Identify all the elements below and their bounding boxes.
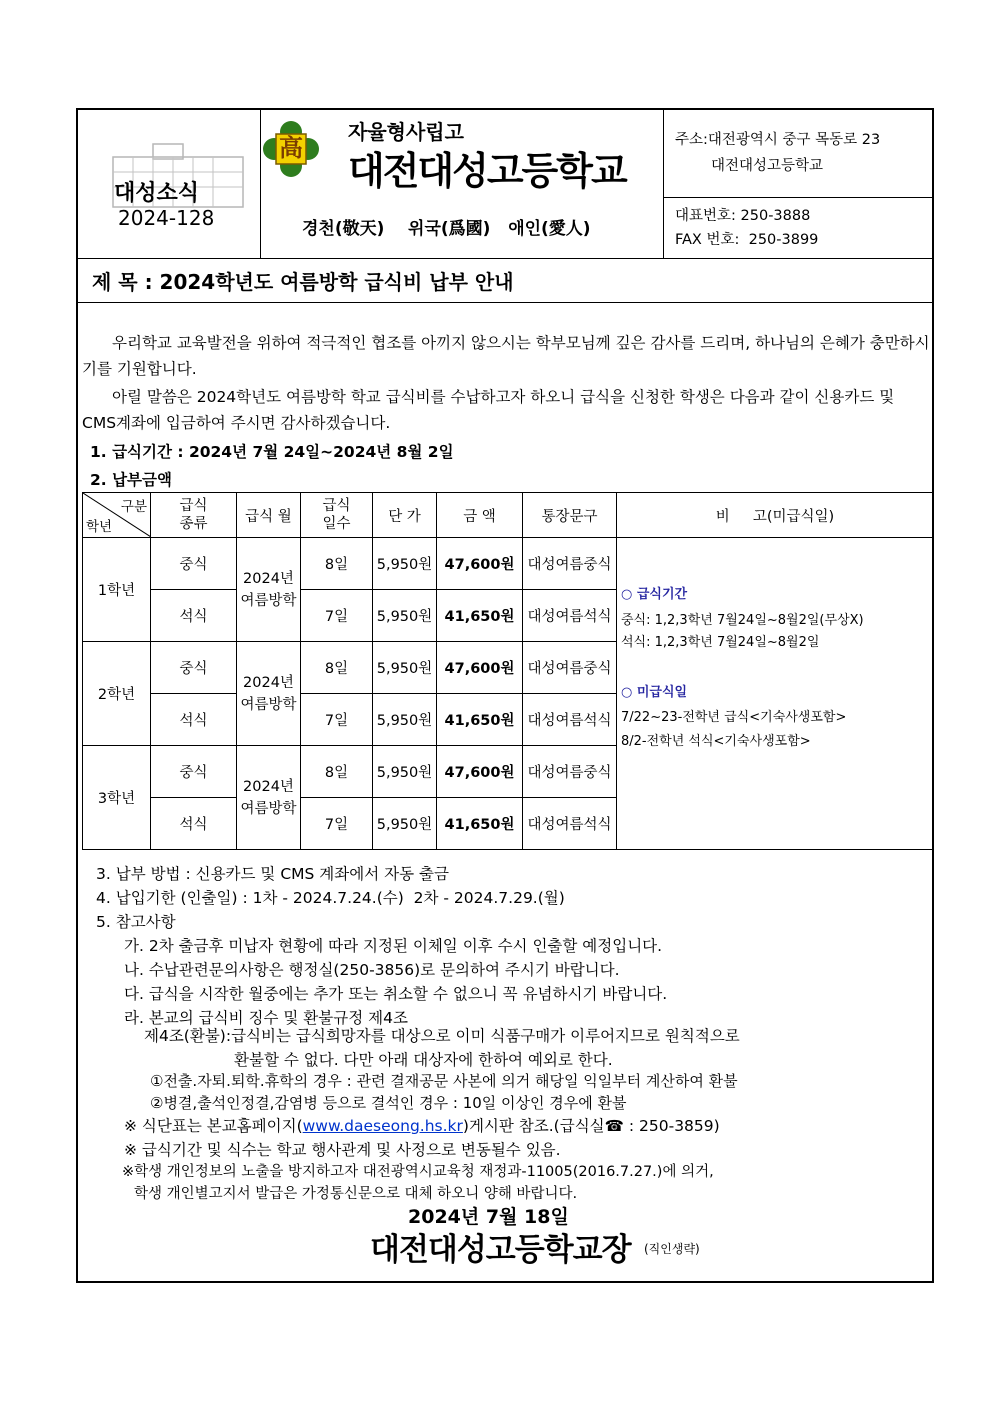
article-4-line2: 환불할 수 없다. 다만 아래 대상자에 한하여 예외로 한다. [234,1051,613,1069]
header-divider [78,258,932,259]
privacy-note-1: ※학생 개인정보의 노출을 방지하고자 대전광역시교육청 재정과-11005(2016.7.27.)에 의거, [122,1164,714,1180]
remarks-period-head: ○ 급식기간 [621,587,688,602]
school-type: 자율형사립고 [348,120,464,144]
remarks-no-meal-head: ○ 미급식일 [621,685,688,700]
section-2-amount: 2. 납부금액 [90,471,172,489]
header-meal-type: 급식 종류 [151,493,237,538]
note-ra: 라. 본교의 급식비 징수 및 환불규정 제4조 [124,1009,408,1027]
emblem-char: 高 [279,134,303,162]
menu-note: ※ 식단표는 본교홈페이지(www.daeseong.hs.kr)게시판 참조.(급식실☎ : 250-3859) [124,1117,720,1135]
remarks-lunch: 중식: 1,2,3학년 7월24일~8월2일(무상X) [621,613,864,628]
note-na: 나. 수납관련문의사항은 행정실(250-3856)로 문의하여 주시기 바랍니다. [124,961,620,979]
privacy-note-2: 학생 개인별고지서 발급은 가정통신문으로 대체 하오니 양해 바랍니다. [134,1186,578,1202]
newsletter-number: 2024-128 [118,206,215,230]
header-unit-price: 단 가 [373,493,437,538]
meal-period: 2024년 여름방학 [237,642,301,746]
header-amount: 금 액 [437,493,523,538]
fee-table [82,492,934,850]
remarks-cell [617,538,934,850]
table-row: 1학년 중식 2024년 여름방학 8일 5,950원 47,600원 대성여름중식 ○ 급식기간 중식: 1,2,3학년 7월24일~8월2일(무상X) 석식: 1,2,3학년 7월24일~8월2일 ○ 미급식일 7/22~23-전학년 급식<기숙사생포함> 8/2-전학년 석식<기숙사생포함> [83,538,934,590]
note-ga: 가. 2차 출금후 미납자 현황에 따라 지정된 이체일 이후 수시 인출할 예정입니다. [124,937,663,955]
fax-number: FAX 번호: 250-3899 [675,232,819,248]
header-remarks: 비 고(미급식일) [617,493,934,538]
section-3-method: 3. 납부 방법 : 신용카드 및 CMS 계좌에서 자동 출금 [96,865,449,883]
intro-paragraph-2: 아릴 말씀은 2024학년도 여름방학 학교 급식비를 수납하고자 하오니 급식을 신청한 학생은 다음과 같이 신용카드 및 CMS계좌에 입금하여 주시면 감사하겠습니다. [82,388,895,432]
refund-case-1: ①전출.자퇴.퇴학.휴학의 경우 : 관련 결재공문 사본에 의거 해당일 익일부터 계산하여 환불 [150,1072,738,1090]
intro-paragraph-1: 우리학교 교육발전을 위하여 적극적인 협조를 아끼지 않으시는 학부모님께 깊은 감사를 드리며, 하나님의 은혜가 충만하시기를 기원합니다. [82,334,930,378]
section-1-period: 1. 급식기간 : 2024년 7월 24일~2024년 8월 2일 [90,443,454,461]
table-row: 석식 7일 5,950원 41,650원 대성여름석식 [83,798,934,850]
meal-period: 2024년 여름방학 [237,746,301,850]
header-meal-month: 급식 월 [237,493,301,538]
meal-period: 2024년 여름방학 [237,538,301,642]
grade-cell: 3학년 [83,746,151,850]
header-bank-memo: 통장문구 [523,493,617,538]
table-row: 3학년 중식 2024년 여름방학 8일 5,950원 47,600원 대성여름중식 [83,746,934,798]
title-divider [78,302,932,303]
newsletter-logo [88,132,248,232]
document-frame [76,108,934,1283]
section-5-notes: 5. 참고사항 [96,913,176,931]
remarks-no-meal-1: 7/22~23-전학년 급식<기숙사생포함> [621,710,847,725]
section-4-deadline: 4. 납입기한 (인출일) : 1차 - 2024.7.24.(수) 2차 - 2024.7.29.(월) [96,889,565,907]
grade-cell: 1학년 [83,538,151,642]
table-row: 석식 7일 5,950원 41,650원 대성여름석식 [83,694,934,746]
article-4-line1: 제4조(환불):급식비는 급식희망자를 대상으로 이미 식품구매가 이루어지므로 원칙적으로 [144,1027,740,1045]
issue-date: 2024년 7월 18일 [408,1206,569,1228]
address-line2: 대전대성고등학교 [711,158,824,174]
document-title: 제 목 : 2024학년도 여름방학 급식비 납부 안내 [92,270,514,294]
note-da: 다. 급식을 시작한 월중에는 추가 또는 취소할 수 없으니 꼭 유념하시기 바랍니다. [124,985,668,1003]
remarks-dinner: 석식: 1,2,3학년 7월24일~8월2일 [621,635,820,650]
newsletter-name: 대성소식 [114,181,200,206]
refund-case-2: ②병결,출석인정결,감염병 등으로 결석인 경우 : 10일 이상인 경우에 환불 [150,1094,627,1112]
principal-name: 대전대성고등학교장 [370,1232,631,1268]
homepage-link[interactable]: www.daeseong.hs.kr [302,1117,463,1135]
table-row: 석식 7일 5,950원 41,650원 대성여름석식 [83,590,934,642]
seal-note: (직인생략) [644,1242,700,1256]
address-line1: 주소:대전광역시 중구 목동로 23 [675,132,881,148]
corner-cell: 구분 학년 [83,493,151,538]
grade-cell: 2학년 [83,642,151,746]
header-meal-days: 급식 일수 [301,493,373,538]
school-motto: 경천(敬天) 위국(爲國) 애인(愛人) [302,219,591,239]
school-name: 대전대성고등학교 [348,149,626,193]
table-header-row [83,493,934,538]
phone-number: 대표번호: 250-3888 [675,208,811,224]
remarks-no-meal-2: 8/2-전학년 석식<기숙사생포함> [621,734,811,749]
table-row: 2학년 중식 2024년 여름방학 8일 5,950원 47,600원 대성여름중식 [83,642,934,694]
change-note: ※ 급식기간 및 식수는 학교 행사관계 및 사정으로 변동될수 있음. [124,1141,561,1159]
